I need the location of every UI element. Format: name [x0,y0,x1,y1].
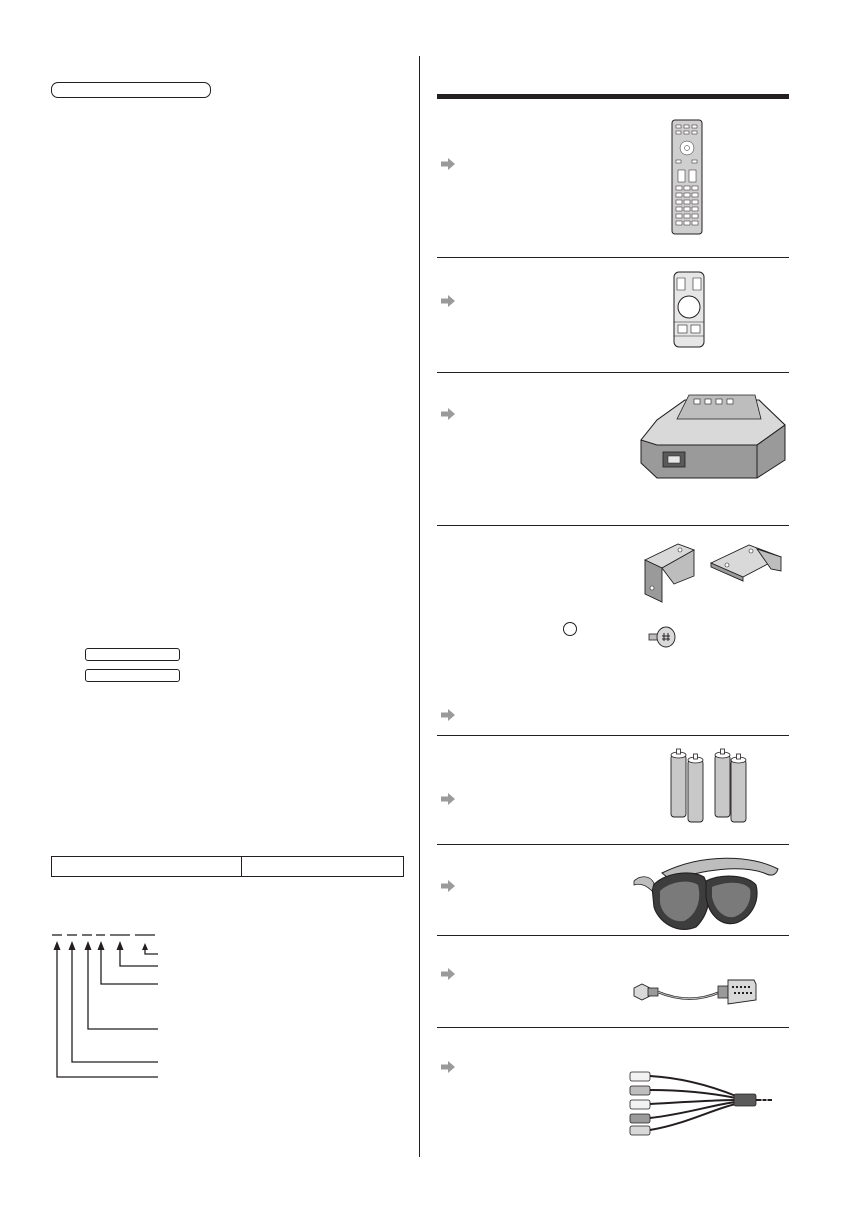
accessory-separator [437,372,789,373]
page-reference-arrow-icon [441,968,456,980]
av-cable-icon [626,1070,776,1136]
pedestal-icon [637,385,789,483]
quantity-circle-marker [563,622,577,636]
page-reference-arrow-icon [441,1061,456,1073]
accessory-separator [437,1027,789,1028]
battery-icon [668,747,748,823]
page-reference-arrow-icon [441,158,456,170]
accessory-separator [437,935,789,936]
accessory-separator [437,844,789,845]
touch-pad-controller-icon [671,270,707,350]
remote-control-icon [670,118,704,236]
page-reference-arrow-icon [441,295,456,307]
model-info-table [51,856,404,877]
page-reference-arrow-icon [441,880,456,892]
screw-icon [648,625,678,649]
accessory-separator [437,735,789,736]
button-label-pill-2 [85,669,180,682]
bracket-icon [640,540,700,606]
accessories-header-rule [437,94,789,99]
accessory-separator [437,257,789,258]
3d-glasses-icon [632,851,782,935]
button-label-pill-1 [85,648,180,661]
model-info-cell-2 [242,857,403,876]
column-divider [419,56,420,1157]
scart-adaptor-icon [632,974,758,1008]
page-reference-arrow-icon [441,793,456,805]
serial-number-diagram [50,928,170,1083]
bracket-icon [709,541,785,583]
model-info-cell-1 [52,857,242,876]
page-reference-arrow-icon [441,408,456,420]
page-reference-arrow-icon [441,709,456,721]
accessory-separator [437,525,789,526]
section-label-pill [51,82,211,98]
